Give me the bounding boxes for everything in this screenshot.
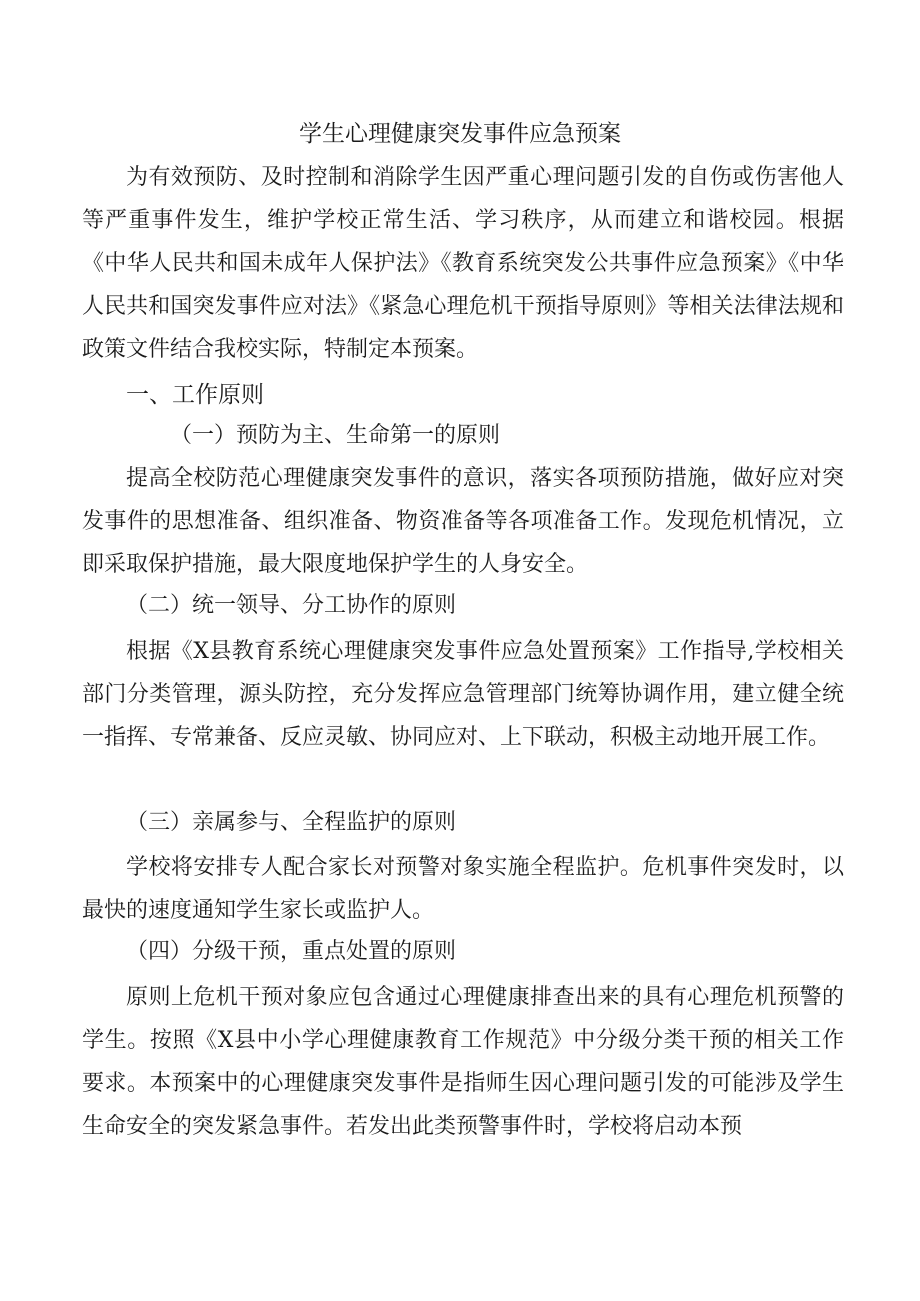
principle-heading-3: （三）亲属参与、全程监护的原则 (126, 810, 457, 835)
principle-heading-4: （四）分级干预，重点处置的原则 (126, 939, 457, 964)
principle-heading-1: （一）预防为主、生命第一的原则 (170, 423, 501, 448)
principle-body-3: 学校将安排专人配合家长对预警对象实施全程监护。危机事件突发时，以最快的速度通知学生家长或监护人。 (82, 855, 844, 923)
principle-body-2: 根据《X县教育系统心理健康突发事件应急处置预案》工作指导,学校相关部门分类管理，源头防控，充分发挥应急管理部门统筹协调作用，建立健全统一指挥、专常兼备、反应灵敏、协同应对、上下联动，积极主动地开展工作。 (82, 639, 844, 750)
intro-paragraph: 为有效预防、及时控制和消除学生因严重心理问题引发的自伤或伤害他人等严重事件发生，维护学校正常生活、学习秩序，从而建立和谐校园。根据《中华人民共和国未成年人保护法》《教育系统突发公共事件应急预案》《中华人民共和国突发事件应对法》《紧急心理危机干预指导原则》等相关法律法规和政策文件结合我校实际，特制定本预案。 (82, 165, 844, 362)
principle-heading-2: （二）统一领导、分工协作的原则 (126, 593, 457, 618)
document-title: 学生心理健康突发事件应急预案 (299, 121, 621, 147)
principle-body-1: 提高全校防范心理健康突发事件的意识，落实各项预防措施，做好应对突发事件的思想准备、组织准备、物资准备等各项准备工作。发现危机情况，立即采取保护措施，最大限度地保护学生的人身安全。 (82, 466, 844, 577)
section-heading-work-principles: 一、工作原则 (126, 382, 264, 408)
principle-body-4: 原则上危机干预对象应包含通过心理健康排查出来的具有心理危机预警的学生。按照《X县中小学心理健康教育工作规范》中分级分类干预的相关工作要求。本预案中的心理健康突发事件是指师生因心理问题引发的可能涉及学生生命安全的突发紧急事件。若发出此类预警事件时，学校将启动本预 (82, 985, 844, 1139)
